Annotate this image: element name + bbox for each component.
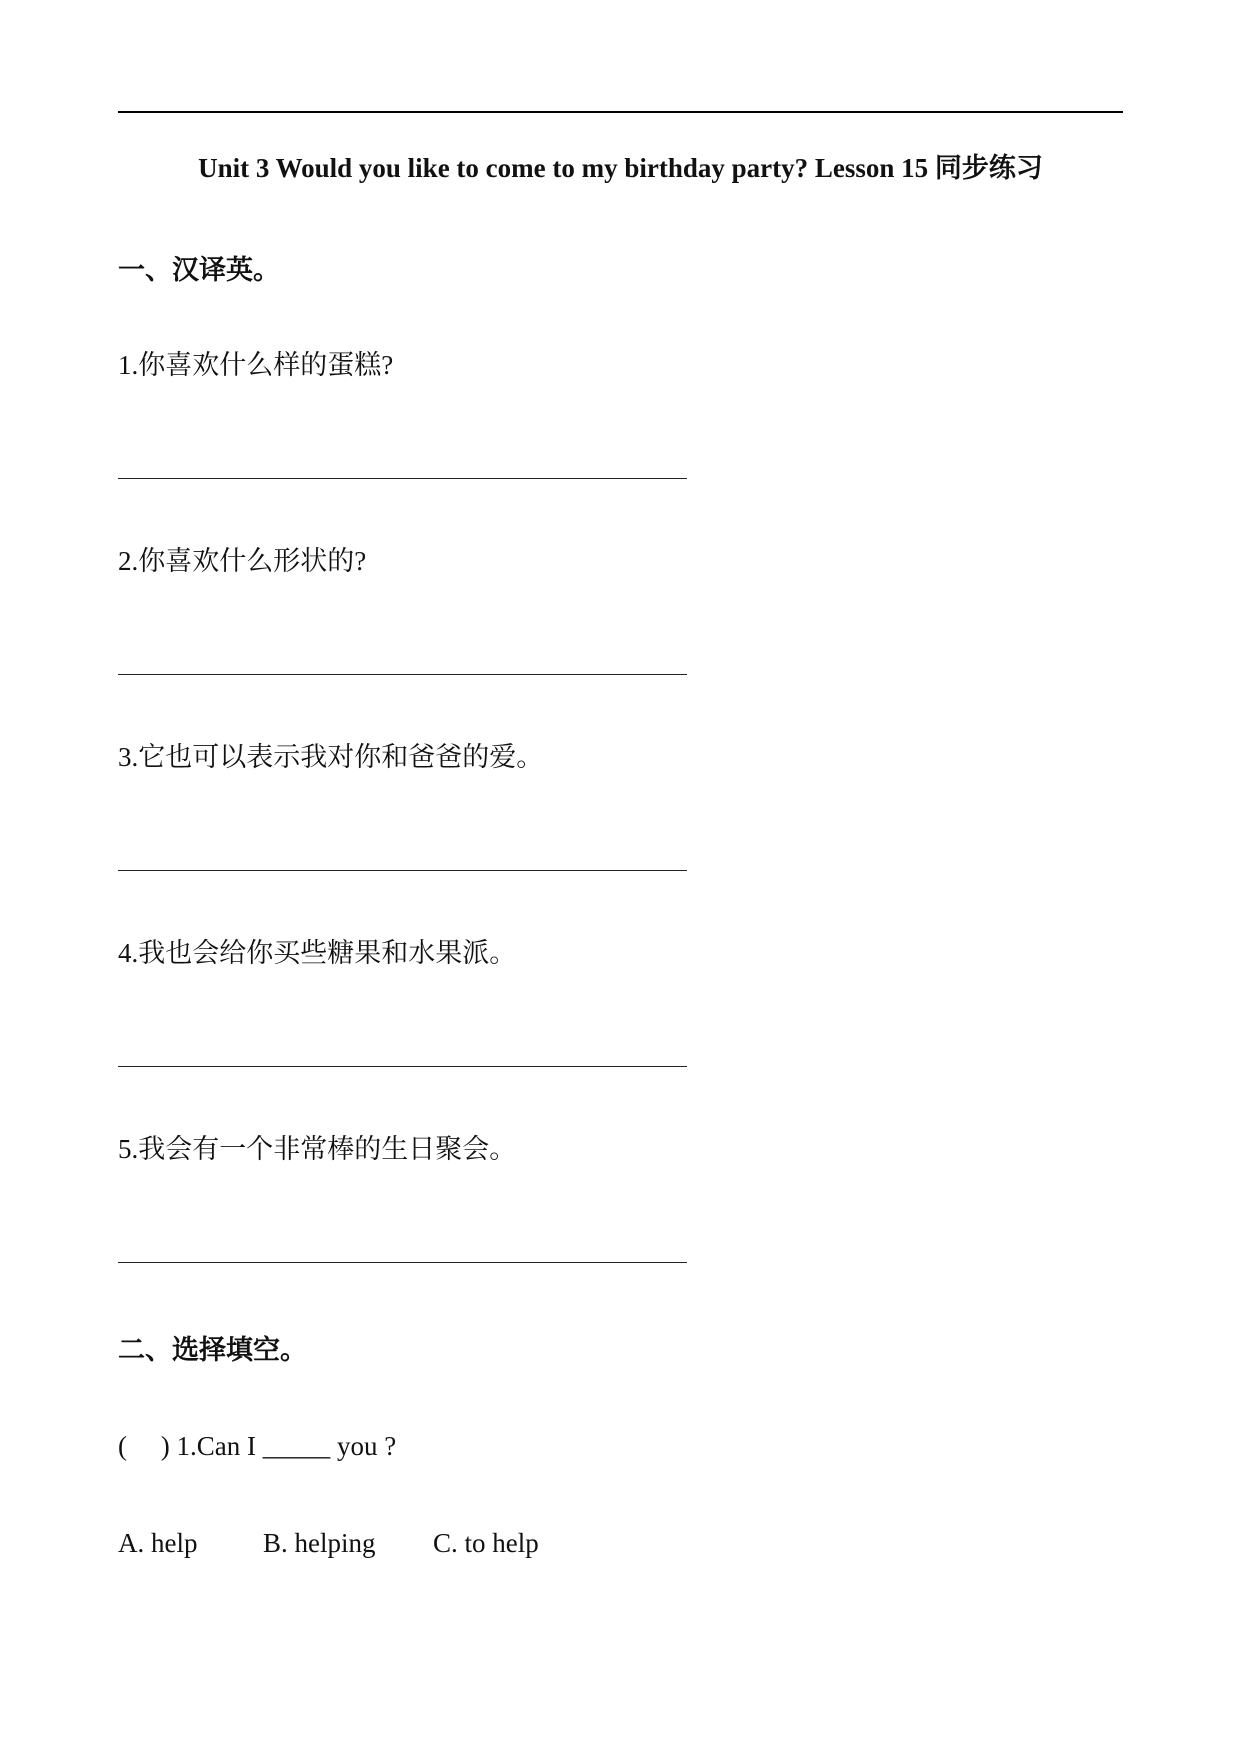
answer-line-4[interactable] [118,1066,687,1067]
choice-question-1: ( ) 1.Can I _____ you ? [118,1431,397,1461]
option-a[interactable]: A. help [118,1528,198,1558]
page-title: Unit 3 Would you like to come to my birthday party? Lesson 15 同步练习 [198,153,1043,183]
section-heading-translation: 一、汉译英。 [118,255,280,285]
answer-line-5[interactable] [118,1262,687,1263]
choice-options-1 [118,1523,539,1563]
answer-line-1[interactable] [118,478,687,479]
translation-question-4: 4.我也会给你买些糖果和水果派。 [118,938,517,968]
translation-question-2: 2.你喜欢什么形状的? [118,546,367,576]
answer-line-3[interactable] [118,870,687,871]
header-rule [118,111,1123,113]
option-c[interactable]: C. to help [433,1528,539,1558]
translation-question-3: 3.它也可以表示我对你和爸爸的爱。 [118,742,544,772]
translation-question-5: 5.我会有一个非常棒的生日聚会。 [118,1134,517,1164]
section-heading-multiple-choice: 二、选择填空。 [118,1335,307,1365]
option-b[interactable]: B. helping [263,1528,376,1558]
translation-question-1: 1.你喜欢什么样的蛋糕? [118,350,394,380]
answer-line-2[interactable] [118,674,687,675]
